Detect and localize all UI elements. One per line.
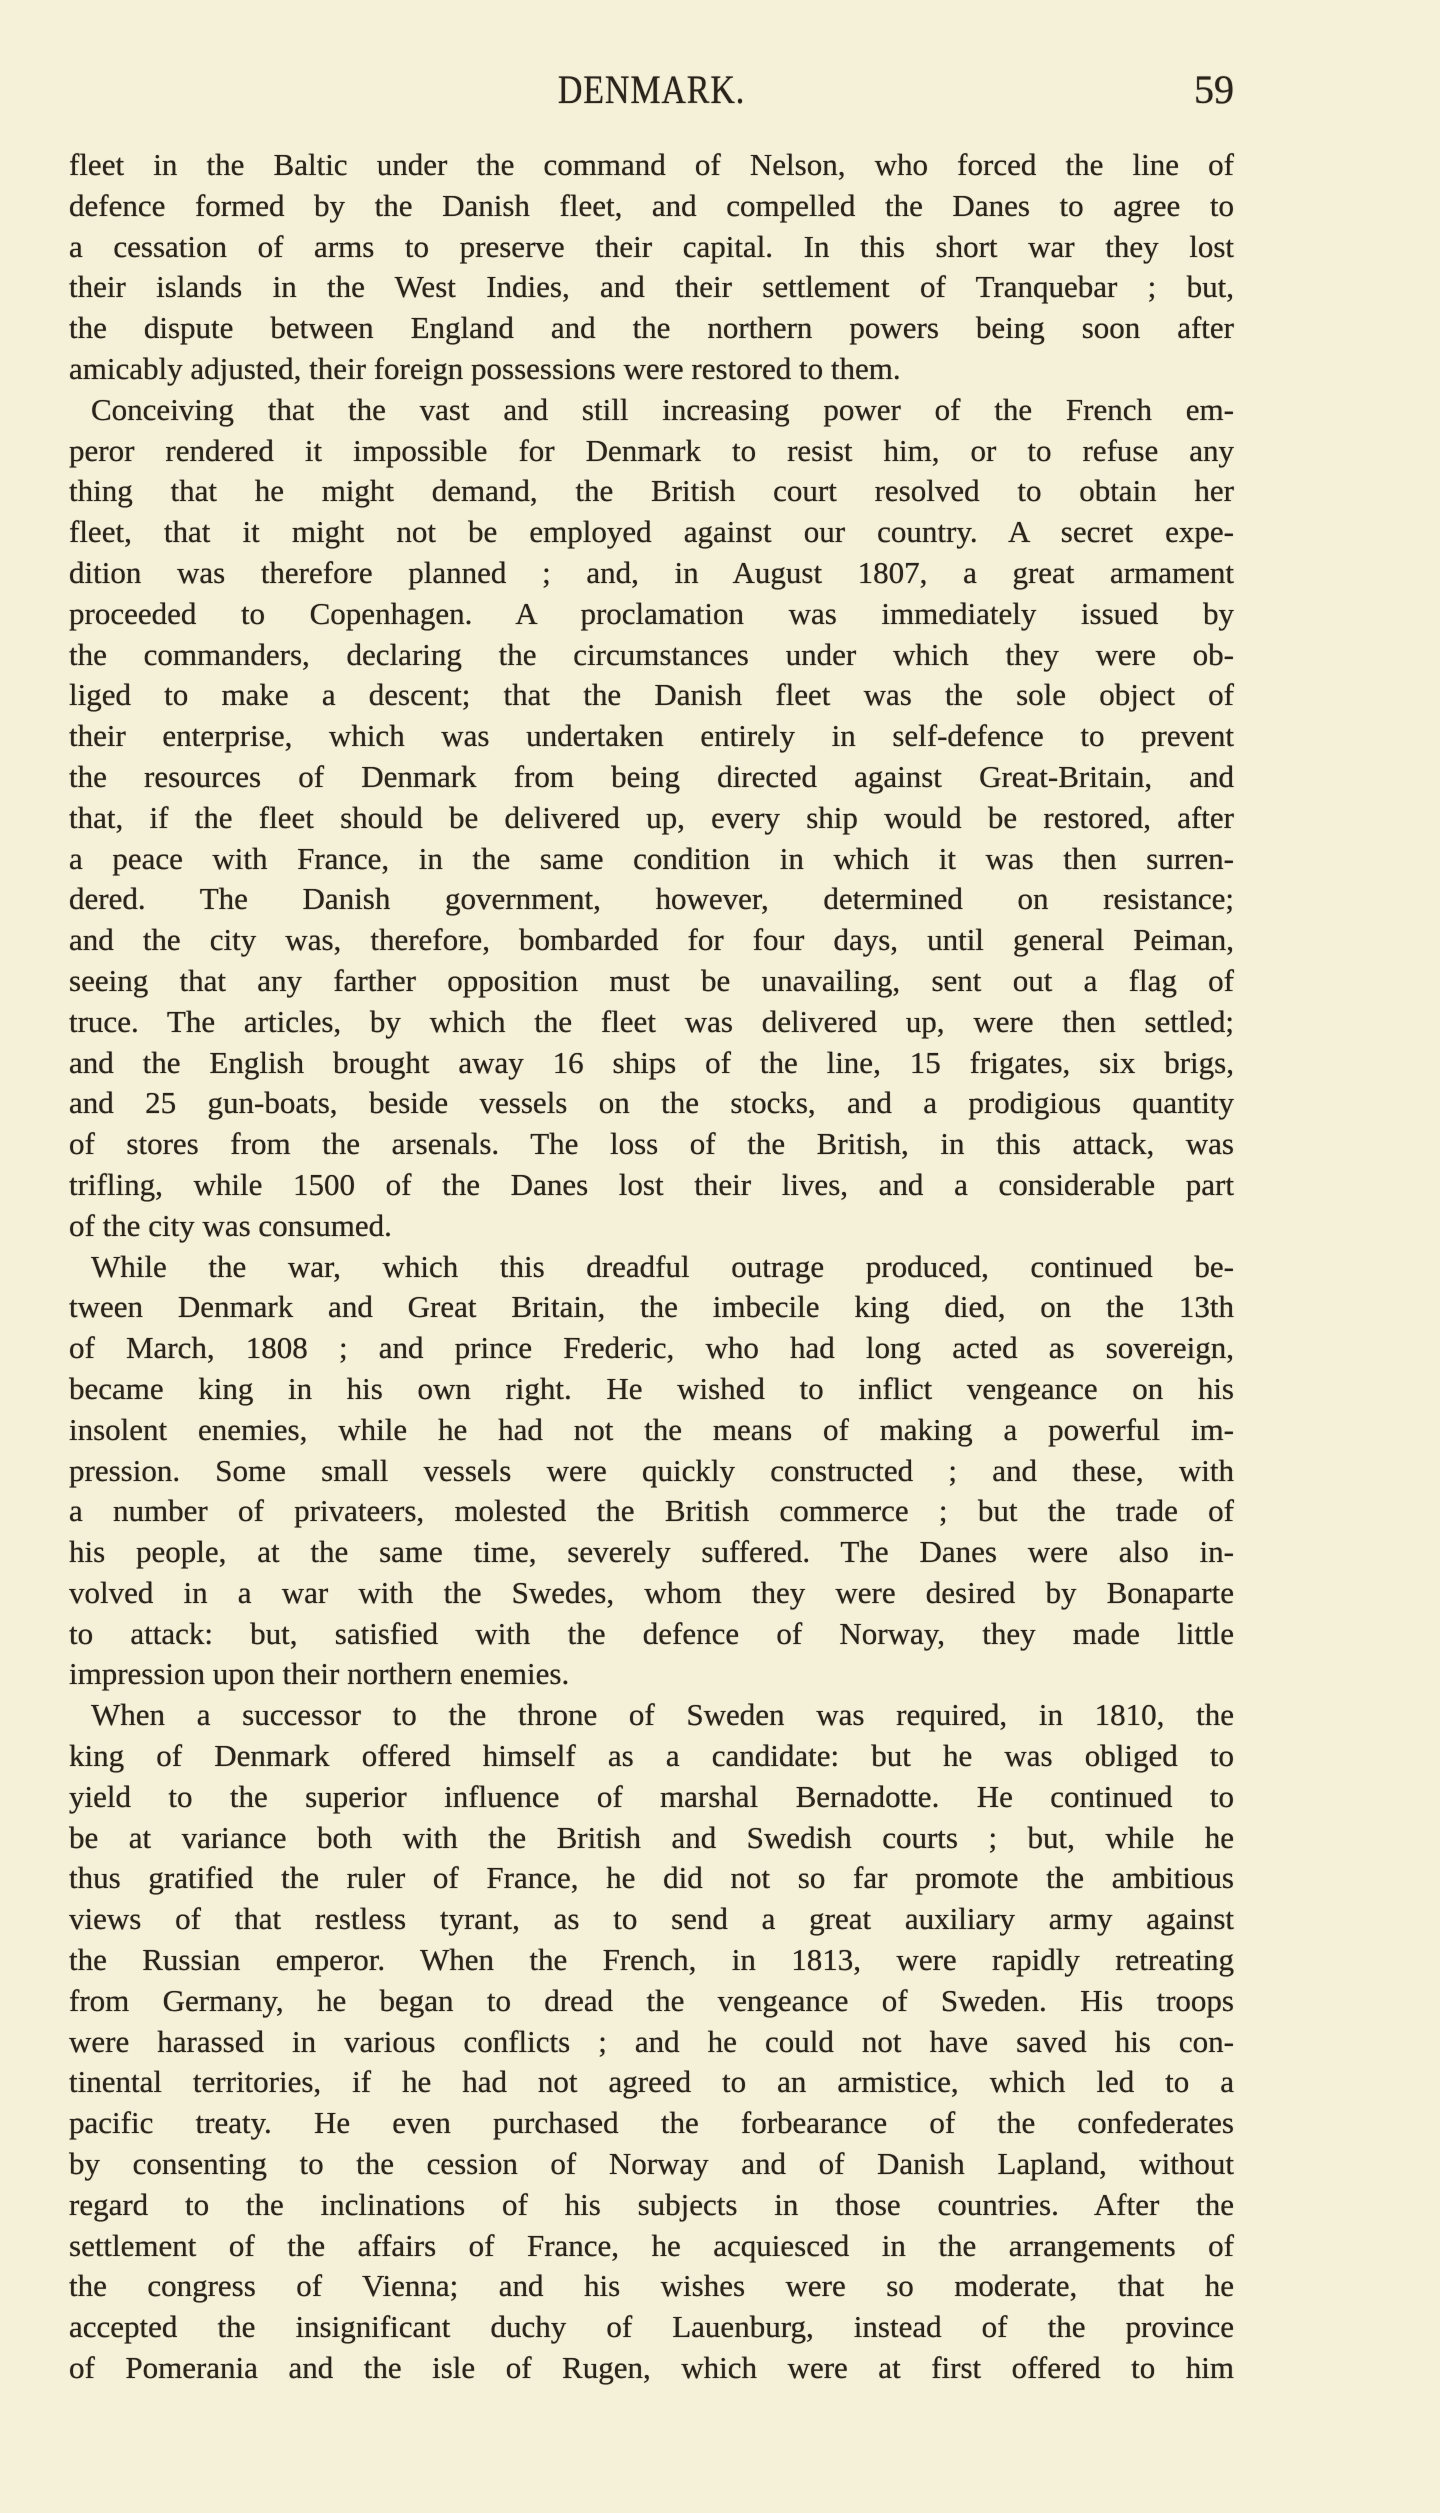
text-line: volved in a war with the Swedes, whom they were desired by Bonaparte	[69, 1574, 1234, 1610]
text-line: their islands in the West Indies, and their settlement of Tranquebar ; but,	[69, 269, 1234, 305]
text-line: insolent enemies, while he had not the means of making a powerful im-	[69, 1411, 1234, 1447]
text-line: defence formed by the Danish fleet, and compelled the Danes to agree to	[69, 187, 1234, 223]
text-line: dition was therefore planned ; and, in August 1807, a great armament	[69, 554, 1234, 590]
text-line: dered. The Danish government, however, determined on resistance;	[69, 881, 1234, 917]
page-header	[69, 66, 1234, 126]
text-line: seeing that any farther opposition must be unavailing, sent out a flag of	[69, 962, 1234, 998]
text-line: king of Denmark offered himself as a candidate: but he was obliged to	[69, 1738, 1234, 1774]
text-line: fleet in the Baltic under the command of Nelson, who forced the line of	[69, 147, 1234, 182]
text-line: peror rendered it impossible for Denmark to resist him, or to refuse any	[69, 432, 1234, 468]
text-line: tinental territories, if he had not agreed to an armistice, which led to a	[69, 2064, 1234, 2100]
text-line: trifling, while 1500 of the Danes lost their lives, and a considerable part	[69, 1166, 1234, 1202]
text-line: thing that he might demand, the British court resolved to obtain her	[69, 473, 1234, 509]
text-line: fleet, that it might not be employed against our country. A secret expe-	[69, 514, 1234, 550]
text-line: amicably adjusted, their foreign possessions were restored to them.	[69, 350, 901, 386]
text-line: settlement of the affairs of France, he acquiesced in the arrangements of	[69, 2227, 1234, 2263]
page-number: 59	[1194, 67, 1234, 112]
text-line: views of that restless tyrant, as to send a great auxiliary army against	[69, 1901, 1234, 1937]
text-line: a number of privateers, molested the British commerce ; but the trade of	[69, 1493, 1234, 1529]
text-line: truce. The articles, by which the fleet was delivered up, were then settled;	[69, 1003, 1234, 1039]
paragraph	[69, 1695, 1234, 2389]
paragraph	[69, 390, 1234, 1247]
text-line: to attack: but, satisfied with the defence of Norway, they made little	[69, 1615, 1234, 1651]
text-line: became king in his own right. He wished to inflict vengeance on his	[69, 1370, 1234, 1406]
paragraph	[69, 1247, 1234, 1696]
running-title: DENMARK.	[557, 67, 746, 112]
text-line: by consenting to the cession of Norway and of Danish Lapland, without	[69, 2146, 1234, 2182]
text-line: a cessation of arms to preserve their capital. In this short war they lost	[69, 228, 1234, 264]
text-line: thus gratified the ruler of France, he did not so far promote the ambitious	[69, 1860, 1234, 1896]
text-line: their enterprise, which was undertaken entirely in self-defence to prevent	[69, 718, 1234, 754]
text-line: pression. Some small vessels were quickly constructed ; and these, with	[69, 1452, 1234, 1488]
text-line: from Germany, he began to dread the vengeance of Sweden. His troops	[69, 1982, 1234, 2018]
text-line: pacific treaty. He even purchased the forbearance of the confederates	[69, 2105, 1234, 2141]
text-line: impression upon their northern enemies.	[69, 1656, 570, 1692]
text-line: When a successor to the throne of Sweden was required, in 1810, the	[91, 1697, 1234, 1733]
text-line: the dispute between England and the northern powers being soon after	[69, 310, 1234, 346]
text-line: proceeded to Copenhagen. A proclamation was immediately issued by	[69, 595, 1234, 631]
text-line: the Russian emperor. When the French, in 1813, were rapidly retreating	[69, 1942, 1234, 1978]
paragraph	[69, 145, 1234, 390]
text-line: be at variance both with the British and Swedish courts ; but, while he	[69, 1819, 1234, 1855]
text-line: regard to the inclinations of his subjects in those countries. After the	[69, 2186, 1234, 2222]
text-line: of Pomerania and the isle of Rugen, which were at first offered to him	[69, 2350, 1234, 2386]
text-line: Conceiving that the vast and still increasing power of the French em-	[91, 391, 1234, 427]
text-line: the congress of Vienna; and his wishes were so moderate, that he	[69, 2268, 1234, 2304]
text-line: of the city was consumed.	[69, 1207, 392, 1243]
text-line: tween Denmark and Great Britain, the imbecile king died, on the 13th	[69, 1289, 1234, 1325]
text-line: a peace with France, in the same condition in which it was then surren-	[69, 840, 1234, 876]
text-line: and the city was, therefore, bombarded for four days, until general Peiman,	[69, 922, 1234, 958]
text-line: accepted the insignificant duchy of Lauenburg, instead of the province	[69, 2309, 1234, 2345]
body-text	[69, 145, 1234, 2389]
text-line: yield to the superior influence of marshal Bernadotte. He continued to	[69, 1778, 1234, 1814]
text-line: that, if the fleet should be delivered up, every ship would be restored, after	[69, 799, 1234, 835]
text-line: the resources of Denmark from being directed against Great-Britain, and	[69, 758, 1234, 794]
text-line: were harassed in various conflicts ; and he could not have saved his con-	[69, 2023, 1234, 2059]
text-line: his people, at the same time, severely suffered. The Danes were also in-	[69, 1534, 1234, 1570]
text-line: and 25 gun-boats, beside vessels on the stocks, and a prodigious quantity	[69, 1085, 1234, 1121]
text-line: liged to make a descent; that the Danish fleet was the sole object of	[69, 677, 1234, 713]
text-line: of stores from the arsenals. The loss of the British, in this attack, was	[69, 1126, 1234, 1162]
text-line: the commanders, declaring the circumstances under which they were ob-	[69, 636, 1234, 672]
text-line: of March, 1808 ; and prince Frederic, who had long acted as sovereign,	[69, 1330, 1234, 1366]
text-line: and the English brought away 16 ships of the line, 15 frigates, six brigs,	[69, 1044, 1234, 1080]
text-line: While the war, which this dreadful outrage produced, continued be-	[91, 1248, 1234, 1284]
